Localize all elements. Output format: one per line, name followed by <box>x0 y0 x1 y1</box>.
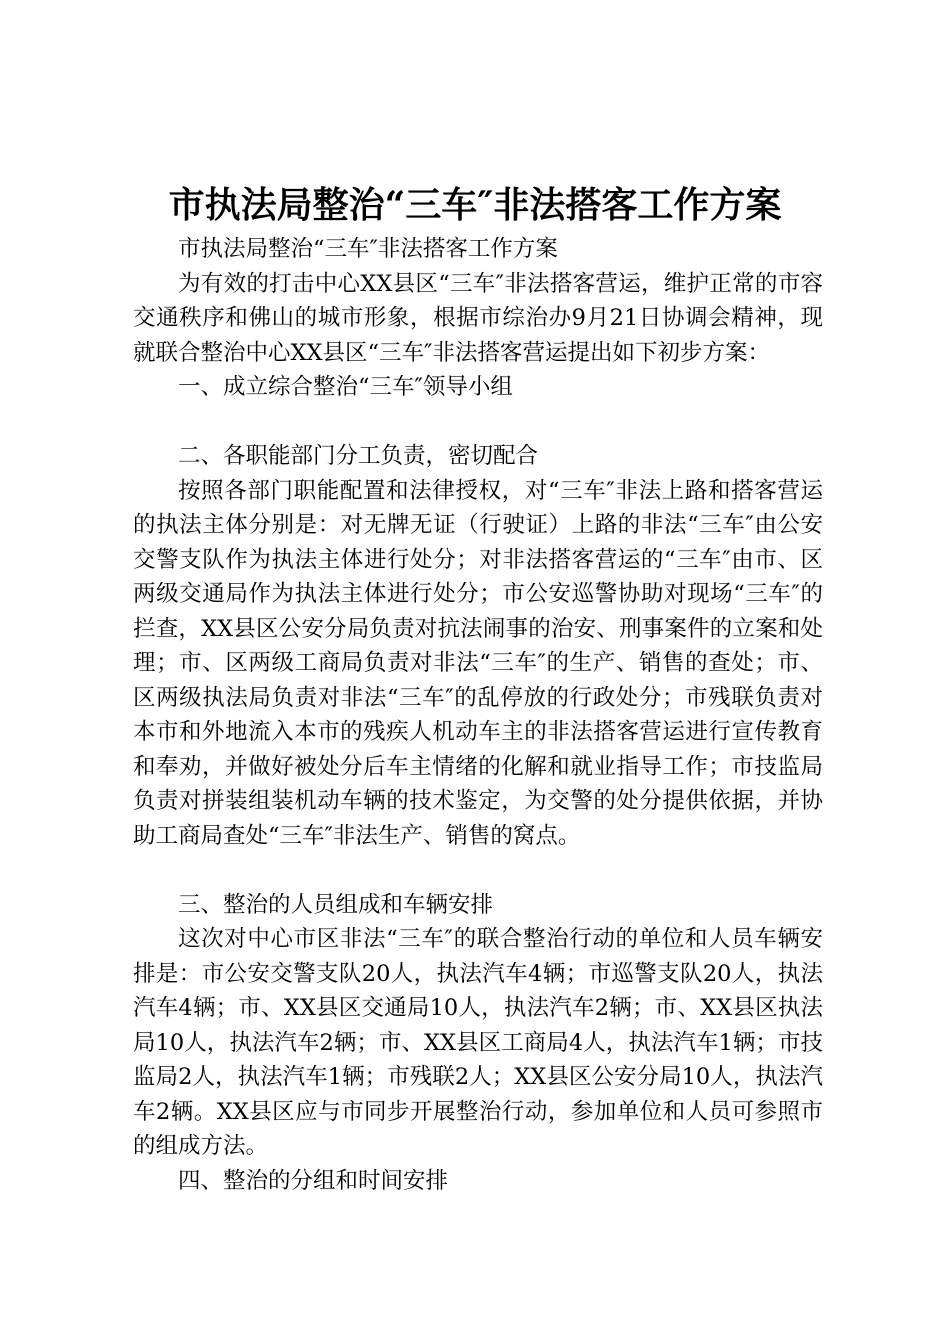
subtitle-paragraph: 市执法局整治“三车″非法搭客工作方案 <box>178 236 558 262</box>
blank-line <box>133 405 823 440</box>
section-heading-4: 四、整治的分组和时间安排 <box>178 1167 449 1194</box>
document-title: 市执法局整治“三车″非法搭客工作方案 <box>168 184 782 226</box>
document-body <box>133 232 823 1198</box>
staffing-paragraph: 这次对中心市区非法“三车″的联合整治行动的单位和人员车辆安排是：市公安交警支队20人，执法汽车4辆；市巡警支队20人，执法汽车4辆；市、XX县区交通局10人，执法汽车2辆；市、XX县区执法局10人，执法汽车2辆；市、XX县区工商局4人，执法汽车1辆；市技监局2人，执法汽车1辆；市残联2人；XX县区公安分局10人，执法汽车2辆。XX县区应与市同步开展整治行动，参加单位和人员可参照市的组成方法。 <box>133 926 823 1159</box>
section-heading-3: 三、整治的人员组成和车辆安排 <box>178 891 494 918</box>
section-heading-1: 一、成立综合整治“三车″领导小组 <box>178 374 513 400</box>
section-heading-2: 二、各职能部门分工负责，密切配合 <box>178 443 539 469</box>
intro-paragraph: 为有效的打击中心XX县区“三车″非法搭客营运，维护正常的市容交通秩序和佛山的城市形象，根据市综治办9月21日协调会精神，现就联合整治中心XX县区“三车″非法搭客营运提出如下初步方案： <box>133 270 823 366</box>
responsibilities-paragraph: 按照各部门职能配置和法律授权，对“三车″非法上路和搭客营运的执法主体分别是：对无牌无证（行驶证）上路的非法“三车″由公安交警支队作为执法主体进行处分；对非法搭客营运的“三车″由市、区两级交通局作为执法主体进行处分；市公安巡警协助对现场“三车″的拦查，XX县区公安分局负责对抗法闹事的治安、刑事案件的立案和处理；市、区两级工商局负责对非法“三车″的生产、销售的查处；市、区两级执法局负责对非法“三车″的乱停放的行政处分；市残联负责对本市和外地流入本市的残疾人机动车主的非法搭客营运进行宣传教育和奉劝，并做好被处分后车主情绪的化解和就业指导工作；市技监局负责对拼装组装机动车辆的技术鉴定，为交警的处分提供依据，并协助工商局查处“三车″非法生产、销售的窝点。 <box>133 477 823 849</box>
blank-line <box>133 853 823 888</box>
